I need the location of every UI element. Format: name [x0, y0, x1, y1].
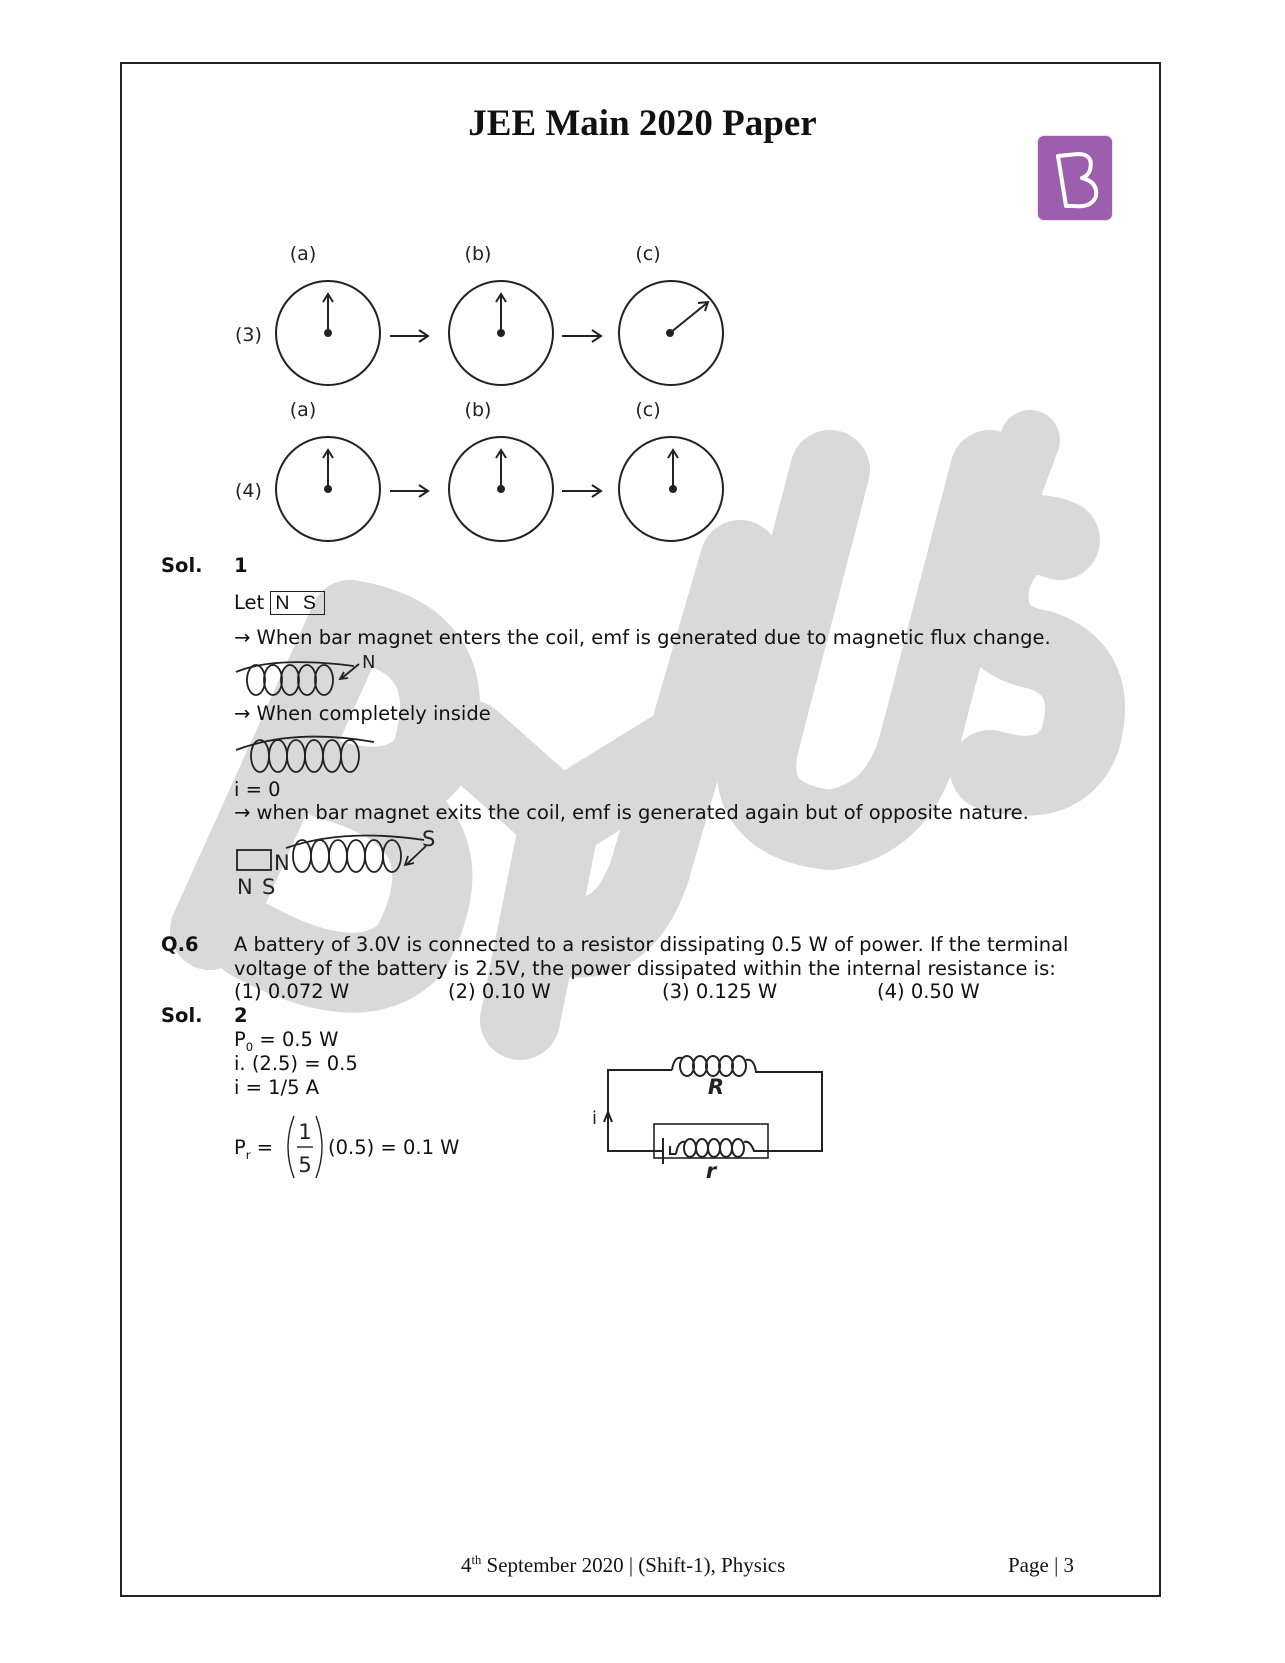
label-a-row3: (a) — [289, 243, 317, 265]
b-letter-icon — [1038, 136, 1112, 220]
footer-date-rest: September 2020 | (Shift-1), Physics — [481, 1553, 786, 1577]
pr-equals: = — [250, 1136, 274, 1159]
question-6-option-3: (3) 0.125 W — [662, 980, 778, 1003]
coil-1-n-label: N — [362, 652, 376, 673]
solution-2-label: Sol. — [161, 1004, 203, 1027]
solution-2-pr-equation — [234, 1136, 273, 1167]
question-6-number: Q.6 — [161, 933, 199, 956]
solution-1-line-enters: → When bar magnet enters the coil, emf is generated due to magnetic flux change. — [234, 626, 1051, 649]
fraction-denominator: 5 — [298, 1153, 312, 1177]
question-6-option-1: (1) 0.072 W — [234, 980, 350, 1003]
byjus-b-logo — [1038, 136, 1112, 220]
battery-circuit-diagram — [590, 1050, 830, 1180]
coil-entering-diagram — [234, 652, 394, 700]
pr-subscript: r — [245, 1147, 251, 1162]
p0-value: = 0.5 W — [253, 1028, 339, 1051]
question-6-text-line1: A battery of 3.0V is connected to a resistor dissipating 0.5 W of power. If the terminal — [234, 933, 1069, 956]
label-b-row3: (b) — [464, 243, 492, 265]
pr-symbol: P — [234, 1136, 246, 1159]
coil-end-n-label: N — [274, 851, 290, 875]
label-a-row4: (a) — [289, 399, 317, 421]
bar-magnet-box: N S — [270, 591, 325, 615]
magnet-n-label: N — [237, 875, 253, 899]
coil-exiting-diagram — [234, 828, 444, 900]
let-magnet-line — [234, 591, 325, 615]
coil-arrow-s-label: S — [422, 828, 436, 851]
footer-day: 4 — [461, 1553, 472, 1577]
solution-1-i-zero: i = 0 — [234, 778, 281, 801]
label-c-row4: (c) — [635, 399, 661, 421]
label-b-row4: (b) — [464, 399, 492, 421]
label-c-row3: (c) — [635, 243, 661, 265]
solution-2-line2: i. (2.5) = 0.5 — [234, 1052, 358, 1075]
internal-resistance-label: r — [705, 1159, 717, 1180]
solution-1-answer: 1 — [234, 554, 248, 577]
solution-1-label: Sol. — [161, 554, 203, 577]
question-6-option-4: (4) 0.50 W — [877, 980, 980, 1003]
fraction-one-fifth — [282, 1112, 328, 1182]
options-figure-3-4 — [220, 240, 740, 550]
fraction-numerator: 1 — [298, 1120, 312, 1144]
solution-2-pr-rest: (0.5) = 0.1 W — [328, 1136, 460, 1159]
footer-page-number: Page | 3 — [1008, 1553, 1075, 1577]
solution-1-line-inside: → When completely inside — [234, 702, 491, 725]
let-text: Let — [234, 591, 265, 614]
option-4-label: (4) — [235, 480, 262, 502]
solution-2-answer: 2 — [234, 1004, 248, 1027]
footer-exam-info — [461, 1553, 785, 1578]
page-title: JEE Main 2020 Paper — [468, 103, 817, 144]
coil-inside-diagram — [234, 728, 394, 776]
magnet-s-label: S — [262, 875, 276, 899]
p-subscript-0: 0 — [245, 1039, 254, 1054]
p-symbol: P — [234, 1028, 246, 1051]
option-3-label: (3) — [235, 324, 262, 346]
question-6-option-2: (2) 0.10 W — [448, 980, 551, 1003]
question-6-text-line2: voltage of the battery is 2.5V, the power dissipated within the internal resistance is: — [234, 957, 1056, 980]
solution-2-line3: i = 1/5 A — [234, 1076, 320, 1099]
current-label: i — [592, 1108, 598, 1129]
resistor-label: R — [707, 1075, 725, 1099]
solution-1-line-exits: → when bar magnet exits the coil, emf is generated again but of opposite nature. — [234, 801, 1029, 824]
footer-day-suffix: th — [471, 1553, 482, 1567]
